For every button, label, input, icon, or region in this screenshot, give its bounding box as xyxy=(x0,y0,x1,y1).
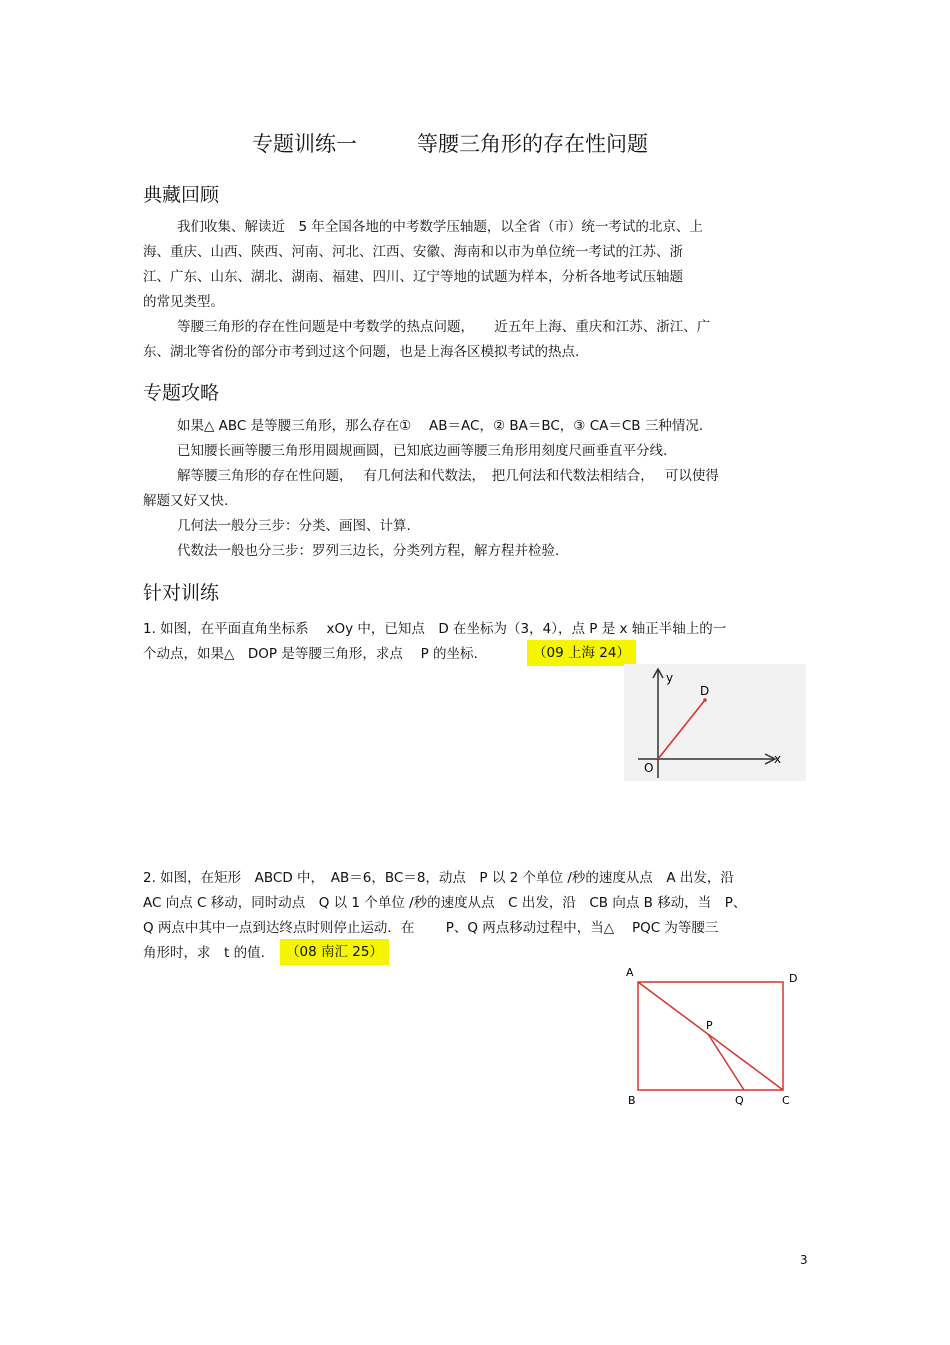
problem2-line: 2. 如图，在矩形 ABCD 中， AB＝6，BC＝8，动点 P 以 2 个单位 /秒的速度从点 A 出发，沿 xyxy=(143,870,734,886)
problem1-line: 1. 如图，在平面直角坐标系 xOy 中，已知点 D 在坐标为（3，4），点 P 是 x 轴正半轴上的一 xyxy=(143,621,727,637)
label-p: P xyxy=(706,1019,713,1032)
label-q: Q xyxy=(735,1094,744,1107)
review-line: 江、广东、山东、湖北、湖南、福建、四川、辽宁等地的试题为样本，分析各地考试压轴题 xyxy=(143,269,683,285)
title-part1: 专题训练一 xyxy=(252,132,357,156)
problem2-source: （08 南汇 25） xyxy=(280,939,389,965)
strategy-line: 代数法一般也分三步：罗列三边长，分类列方程，解方程并检验. xyxy=(177,543,560,559)
strategy-line: 解等腰三角形的存在性问题， 有几何法和代数法， 把几何法和代数法相结合， 可以使得 xyxy=(177,468,719,484)
label-c: C xyxy=(782,1094,790,1107)
point-d xyxy=(703,698,707,702)
segment-pq xyxy=(708,1034,744,1090)
problem2-line: AC 向点 C 移动，同时动点 Q 以 1 个单位 /秒的速度从点 C 出发，沿 CB 向点 B 移动，当 P、 xyxy=(143,895,747,911)
coordinate-figure xyxy=(620,660,810,785)
heading-training: 针对训练 xyxy=(143,582,220,604)
title-part2: 等腰三角形的存在性问题 xyxy=(417,132,648,156)
problem2-line: Q 两点中其中一点到达终点时则停止运动．在 P、Q 两点移动过程中，当△ PQC 为等腰三 xyxy=(143,920,719,936)
strategy-line: 已知腰长画等腰三角形用圆规画圆，已知底边画等腰三角形用刻度尺画垂直平分线. xyxy=(177,443,668,459)
strategy-line: 解题又好又快. xyxy=(143,493,229,509)
label-d: D xyxy=(700,684,710,698)
review-line: 的常见类型。 xyxy=(143,294,224,310)
heading-review: 典藏回顾 xyxy=(143,184,220,206)
problem1-line: 个动点，如果△ DOP 是等腰三角形，求点 P 的坐标. xyxy=(143,646,478,662)
review-line: 东、湖北等省份的部分市考到过这个问题，也是上海各区模拟考试的热点. xyxy=(143,344,580,360)
review-line: 等腰三角形的存在性问题是中考数学的热点问题， 近五年上海、重庆和江苏、浙江、广 xyxy=(177,319,711,335)
problem1-source: （09 上海 24） xyxy=(527,640,636,666)
diagonal-ac xyxy=(638,982,783,1090)
review-line: 我们收集、解读近 5 年全国各地的中考数学压轴题，以全省（市）统一考试的北京、上 xyxy=(177,219,703,235)
label-o: O xyxy=(644,761,654,775)
strategy-line: 几何法一般分三步：分类、画图、计算. xyxy=(177,518,411,534)
label-y: y xyxy=(666,671,674,685)
label-x: x xyxy=(774,752,782,766)
rectangle-figure xyxy=(620,965,810,1110)
heading-strategy: 专题攻略 xyxy=(143,382,220,404)
page-number: 3 xyxy=(800,1253,808,1267)
label-a: A xyxy=(626,966,634,979)
label-b: B xyxy=(628,1094,636,1107)
review-line: 海、重庆、山西、陕西、河南、河北、江西、安徽、海南和以市为单位统一考试的江苏、浙 xyxy=(143,244,683,260)
strategy-line: 如果△ ABC 是等腰三角形，那么存在① AB＝AC，② BA＝BC，③ CA＝CB 三种情况. xyxy=(177,418,704,434)
label-d: D xyxy=(789,972,798,985)
problem2-line: 角形时，求 t 的值. xyxy=(143,945,265,961)
